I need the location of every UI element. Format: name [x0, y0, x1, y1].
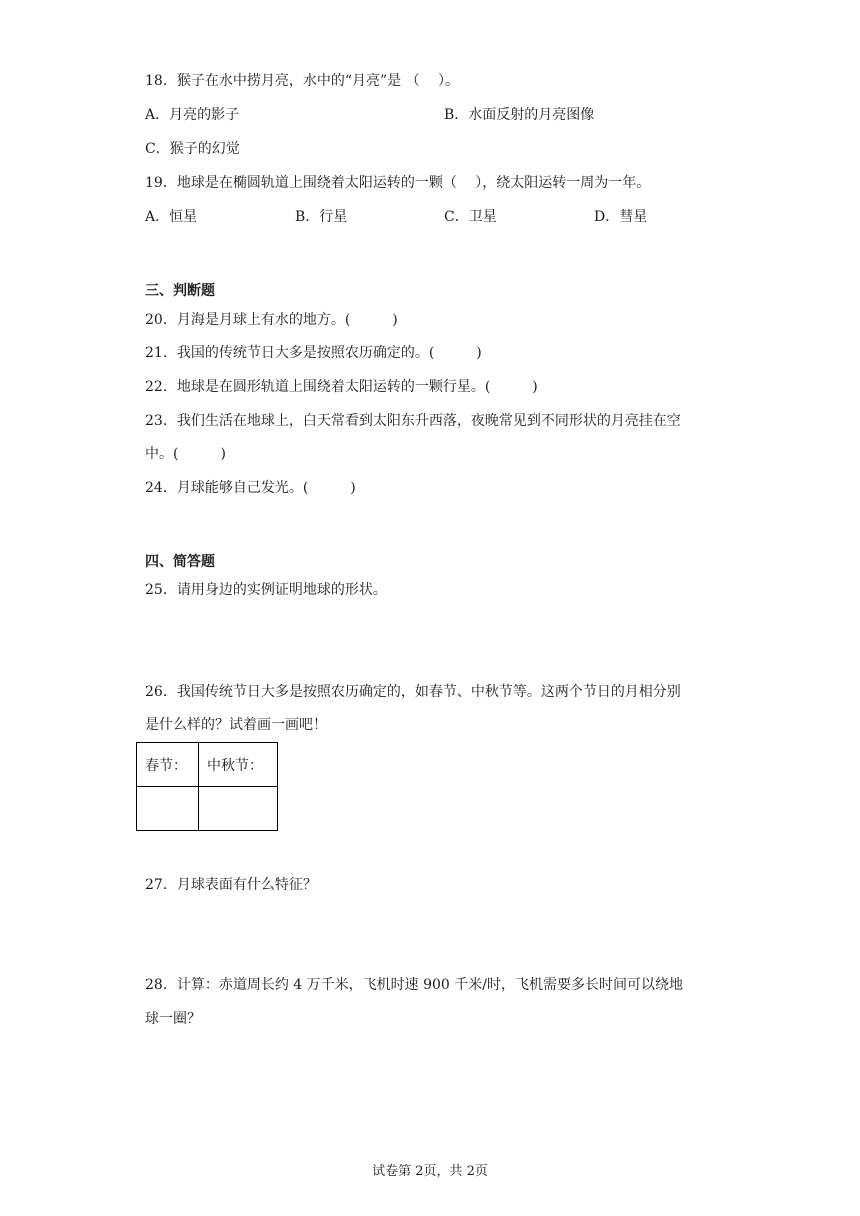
drawing-cell-spring-festival[interactable]	[137, 787, 199, 831]
q18-option-a: A．月亮的影子	[145, 107, 240, 123]
q19-option-c: C．卫星	[444, 209, 497, 225]
moon-phase-table	[136, 742, 278, 831]
question-23-line1: 23．我们生活在地球上，白天常看到太阳东升西落，夜晚常见到不同形状的月亮挂在空	[145, 413, 681, 429]
q19-option-b: B．行星	[295, 209, 348, 225]
table-header-mid-autumn: 中秋节：	[199, 743, 278, 787]
drawing-cell-mid-autumn[interactable]	[199, 787, 278, 831]
page-footer: 试卷第 2页，共 2页	[372, 1164, 488, 1179]
question-28-line1: 28．计算：赤道周长约 4 万千米，飞机时速 900 千米/时，飞机需要多长时间可以绕地	[145, 977, 683, 993]
question-26-line1: 26．我国传统节日大多是按照农历确定的，如春节、中秋节等。这两个节日的月相分别	[145, 684, 681, 700]
question-21: 21．我国的传统节日大多是按照农历确定的。( )	[145, 345, 482, 361]
question-24: 24．月球能够自己发光。( )	[145, 480, 356, 496]
q18-option-b: B．水面反射的月亮图像	[444, 107, 595, 123]
question-28-line2: 球一圈？	[145, 1011, 201, 1027]
question-26-line2: 是什么样的？试着画一画吧！	[145, 717, 327, 733]
q19-option-d: D．彗星	[594, 209, 648, 225]
question-19-stem: 19．地球是在椭圆轨道上围绕着太阳运转的一颗（ ），绕太阳运转一周为一年。	[145, 175, 651, 191]
section-3-title: 三、判断题	[145, 283, 215, 299]
question-23-line2: 中。( )	[145, 446, 226, 462]
section-4-title: 四、简答题	[145, 554, 215, 570]
question-20: 20．月海是月球上有水的地方。( )	[145, 312, 398, 328]
table-header-spring-festival: 春节：	[137, 743, 199, 787]
question-22: 22．地球是在圆形轨道上围绕着太阳运转的一颗行星。( )	[145, 379, 538, 395]
q19-option-a: A．恒星	[145, 209, 198, 225]
q18-option-c: C．猴子的幻觉	[145, 141, 240, 157]
question-18-stem: 18．猴子在水中捞月亮，水中的“月亮”是 （ ）。	[145, 73, 460, 89]
question-27: 27．月球表面有什么特征？	[145, 877, 317, 893]
question-25: 25．请用身边的实例证明地球的形状。	[145, 582, 387, 598]
